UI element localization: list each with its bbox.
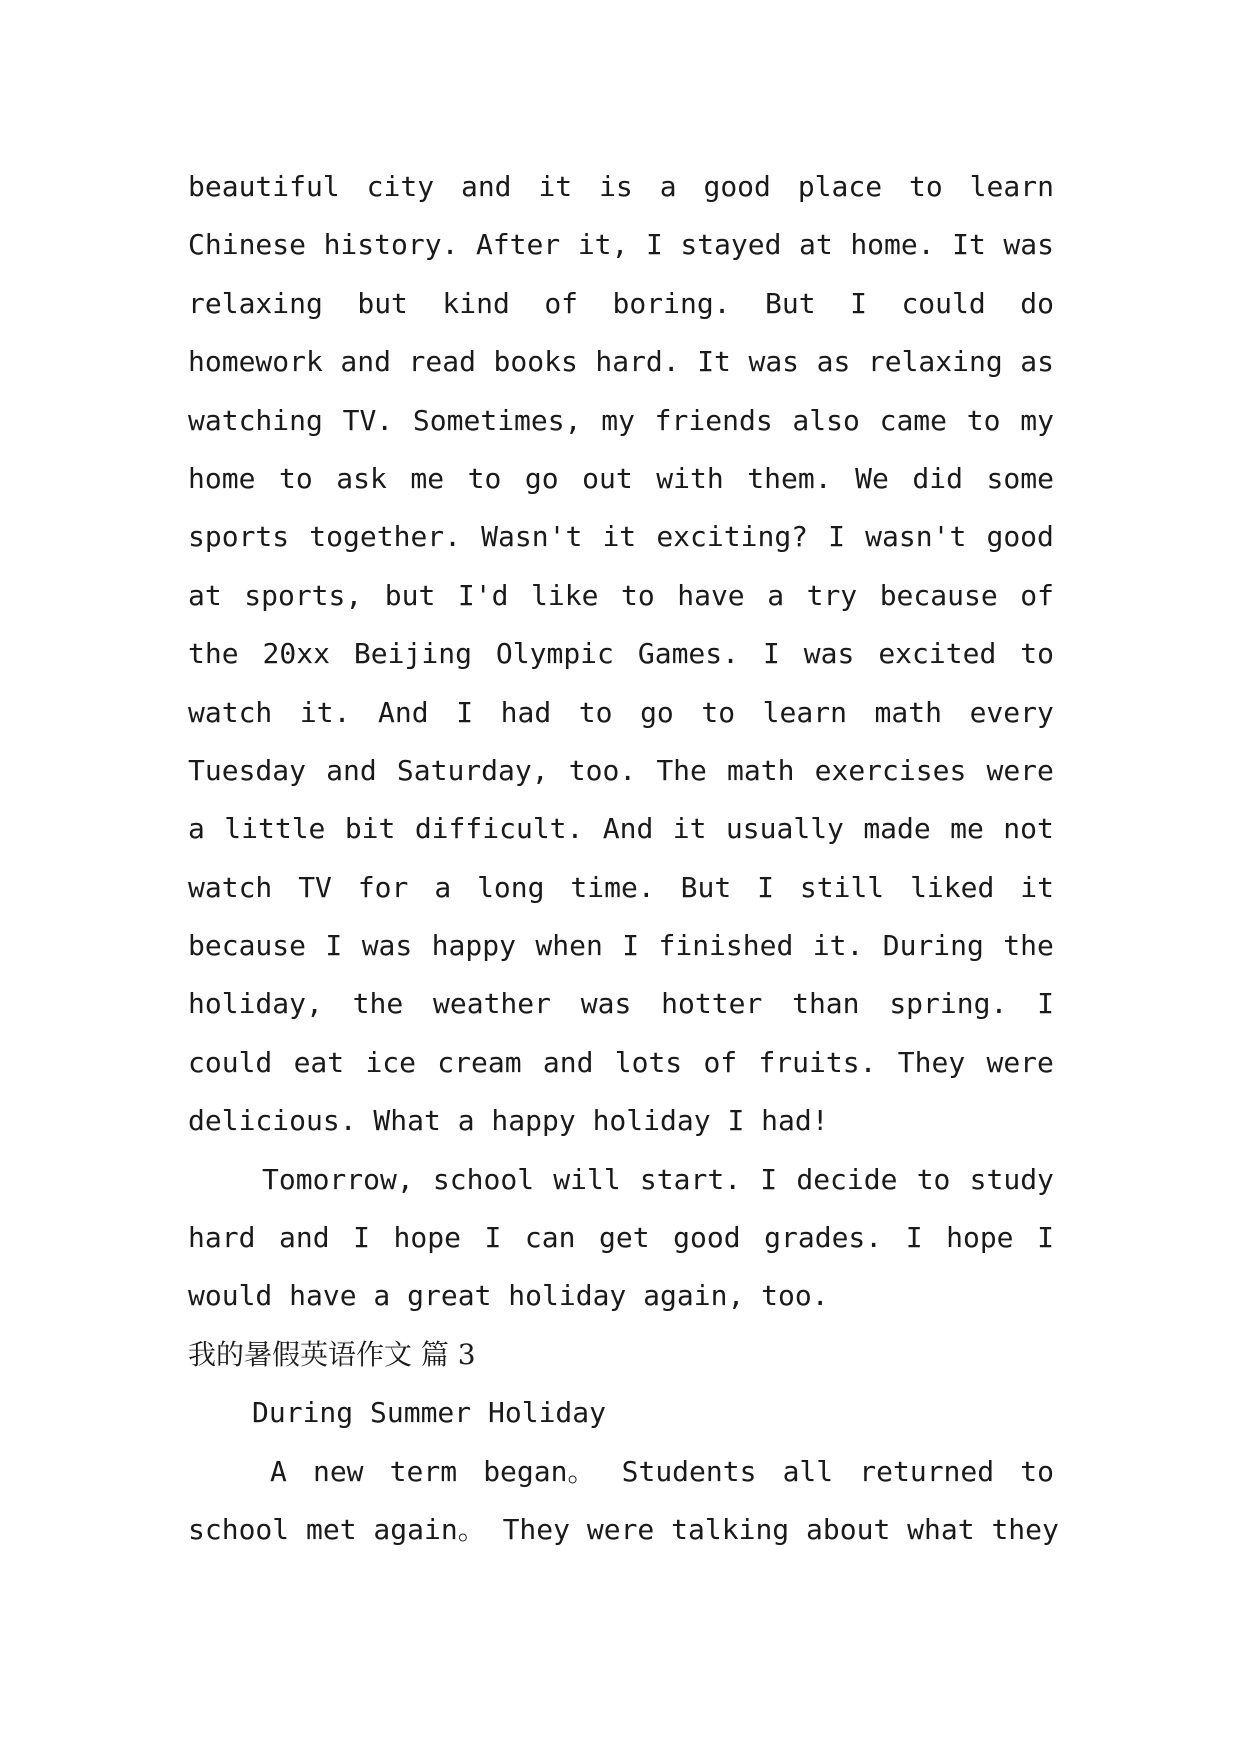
word: spring. [889,987,1008,1021]
word: the [188,637,239,671]
word: and [542,1045,594,1079]
word: Olympic [495,637,614,671]
word: could [188,1045,273,1079]
word: sports, [244,578,363,612]
word: made [863,812,931,846]
word: I [325,929,343,963]
word: too. [568,753,637,787]
document-body [188,158,1059,1559]
word: me [410,461,445,495]
word: of [544,286,579,320]
word: difficult. [414,812,584,846]
word: history. [323,228,459,262]
word: excited [878,637,997,671]
word: Games. [637,637,740,671]
word: because [879,578,998,612]
word: TV [298,870,332,904]
word: I [484,1221,502,1255]
word: to [701,695,736,729]
text-line [188,450,1054,508]
word: did [912,461,963,495]
word: long [477,870,545,904]
word: try [806,578,858,612]
word: friends [654,403,773,437]
word: ice [365,1045,417,1079]
word: it [1020,870,1054,904]
word: read [408,345,476,379]
word: to [1020,1454,1054,1488]
word: weather [433,987,552,1021]
word: and [326,753,377,787]
word: all [782,1454,834,1488]
word: bit [344,812,396,846]
word: I [353,1221,370,1255]
word: I [757,870,774,904]
text-line [188,684,1054,742]
word: Tuesday [188,753,307,787]
word: homework [188,345,323,379]
word: wasn't [865,520,967,554]
word: hard [188,1221,256,1255]
word: kind [442,286,510,320]
text-line [188,508,1054,566]
word: Tomorrow, [262,1162,414,1196]
word: my [1020,403,1054,437]
word: not [1003,812,1054,846]
word: every [969,695,1054,729]
word: is [599,170,633,203]
word: it. [812,929,864,963]
word: term [389,1454,458,1488]
text-line [188,800,1054,858]
word: with [656,461,724,495]
word: watching [188,403,323,437]
word: of [1020,578,1054,612]
word: together. [309,520,462,554]
word: of [703,1045,738,1079]
word: But [765,286,816,320]
word: school [432,1162,535,1196]
word: grades. [764,1221,883,1255]
word: 20xx [262,637,330,671]
word: when [535,929,603,963]
word: I [645,228,663,262]
word: to [909,170,943,203]
word: home. [850,228,935,262]
word: During [882,929,984,963]
word: I [905,1221,923,1255]
word: The [656,753,707,787]
word: stayed [680,228,782,262]
word: have [677,578,745,612]
word: began。 [483,1454,596,1488]
paragraph [188,158,1054,1092]
word: to [467,461,502,495]
word: I [850,286,867,320]
word: I [622,929,640,963]
word: exciting? [656,520,809,554]
word: it [672,812,707,846]
word: was [1003,228,1054,262]
word: finished [658,929,794,963]
word: go [524,461,559,495]
word: TV. [342,403,394,437]
word: Saturday, [396,753,549,787]
word: exercises [814,753,967,787]
paragraph-first-line [188,1443,1054,1501]
word: math [874,695,942,729]
text-line [188,1034,1054,1092]
word: was [803,637,855,671]
word: I [1037,987,1054,1021]
word: to [578,695,613,729]
word: some [986,461,1054,495]
word: relaxing [867,345,1003,379]
word: hope [393,1221,461,1255]
word: was [580,987,632,1021]
word: learn [762,695,847,729]
word: It [697,345,731,379]
word: a [188,812,205,846]
word: was [748,345,800,379]
word: They [897,1045,966,1079]
text-line [188,158,1054,216]
text-line [188,625,1054,683]
word: for [357,870,409,904]
word: Students [621,1454,757,1488]
word: it, [577,228,629,262]
word: hard. [595,345,680,379]
word: ask [336,461,387,495]
essay-title: During Summer Holiday [252,1396,607,1430]
word: because [188,929,307,963]
word: new [312,1454,364,1488]
word: decide [796,1162,898,1196]
word: relaxing [188,286,323,320]
word: happy [431,929,516,963]
word: could [901,286,986,320]
text-line [188,392,1054,450]
word: city [366,170,435,203]
word: place [797,170,883,203]
word: were [986,1045,1054,1079]
word: to [916,1162,951,1196]
word: to [1020,637,1054,671]
word: But [680,870,732,904]
text-line [188,917,1054,975]
text-line [188,333,1054,391]
word: I [760,1162,778,1196]
word: good [673,1221,741,1255]
word: can [524,1221,576,1255]
word: a [659,170,677,203]
word: do [1020,286,1054,320]
word: usually [725,812,844,846]
word: the [1003,929,1054,963]
text-line [188,1501,1059,1559]
word: Chinese [188,228,307,262]
word: a [767,578,785,612]
word: get [599,1221,650,1255]
word: little [224,812,326,846]
word: out [582,461,633,495]
word: beautiful [188,170,340,203]
word: returned [859,1454,995,1488]
text-line [188,1209,1054,1267]
paragraph-first-line [188,1151,1054,1209]
word: my [601,403,635,437]
text-line [188,567,1054,625]
word: Beijing [353,637,472,671]
word: them. [747,461,832,495]
word: fruits. [758,1045,877,1079]
word: than [792,987,860,1021]
word: sports [188,520,290,554]
section-heading: 我的暑假英语作文 篇 3 [188,1337,476,1371]
word: It [952,228,986,262]
word: books [493,345,578,379]
word: and [460,170,512,203]
word: as [1020,345,1054,379]
word: but [357,286,408,320]
word: holiday, [188,987,323,1021]
text-line [188,742,1054,800]
word: We [855,461,889,495]
word: and [278,1221,330,1255]
word: After [475,228,561,262]
word: good [703,170,771,203]
word: at [188,578,222,612]
word: it [538,170,573,203]
word: go [640,695,674,729]
word: were [986,753,1054,787]
word: study [969,1162,1054,1196]
word: I [828,520,846,554]
word: cream [437,1045,522,1079]
word: hope [946,1221,1014,1255]
word: still [799,870,885,904]
word: at [799,228,833,262]
text-line: delicious. What a happy holiday I had! [188,1104,829,1138]
word: also [792,403,860,437]
word: Wasn't [481,520,583,554]
word: it. [299,695,351,729]
line-text: school met again。 They were talking about what they [188,1512,1059,1546]
text-line [188,975,1054,1033]
word: to [620,578,655,612]
word: like [531,578,599,612]
word: And [378,695,429,729]
word: And [602,812,654,846]
word: and [340,345,391,379]
word: home [188,461,256,495]
word: I [762,637,780,671]
word: came [879,403,948,437]
word: A [270,1454,287,1488]
word: Sometimes, [412,403,582,437]
word: it [602,520,637,554]
word: learn [969,170,1054,203]
word: time. [570,870,655,904]
word: liked [910,870,995,904]
word: I [456,695,474,729]
word: I'd [457,578,509,612]
text-line [188,216,1054,274]
text-line: would have a great holiday again, too. [188,1279,829,1313]
word: but [384,578,436,612]
word: watch [188,870,273,904]
text-line [188,275,1054,333]
word: math [727,753,795,787]
word: eat [293,1045,345,1079]
word: was [361,929,413,963]
word: boring. [612,286,731,320]
word: will [553,1162,621,1196]
word: a [434,870,452,904]
word: the [352,987,404,1021]
word: hotter [661,987,763,1021]
word: watch [188,695,273,729]
word: start. [639,1162,742,1196]
text-line [188,859,1054,917]
word: as [816,345,851,379]
word: good [986,520,1054,554]
word: I [1037,1221,1054,1255]
word: me [950,812,984,846]
word: lots [614,1045,683,1079]
word: to [278,461,313,495]
word: had [500,695,552,729]
word: to [966,403,1001,437]
